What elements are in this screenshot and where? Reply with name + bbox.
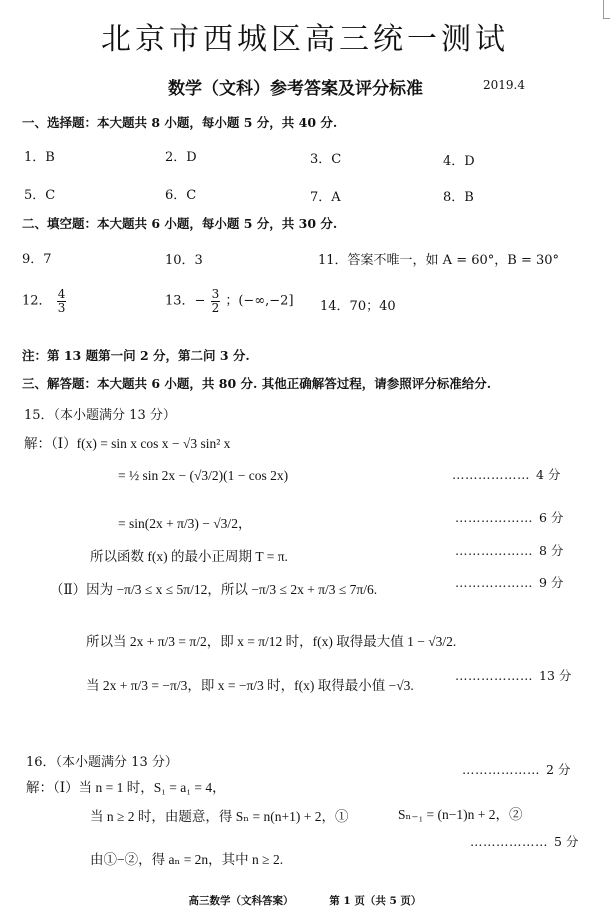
q15-line1: 解：（Ⅰ）f(x) = sin x cos x − √3 sin² x bbox=[24, 436, 231, 451]
q15-line4: 所以函数 f(x) 的最小正周期 T = π. bbox=[90, 549, 288, 564]
section2-note: 注：第 13 题第一问 2 分，第二问 3 分. bbox=[22, 348, 250, 363]
answer-12 bbox=[22, 288, 67, 314]
points-value: 8 分 bbox=[539, 543, 564, 558]
answer-10: 10．3 bbox=[165, 253, 203, 268]
answer-11: 11．答案不唯一，如 A = 60°，B = 30° bbox=[318, 253, 560, 268]
q15-line2: = ½ sin 2x − (√3/2)(1 − cos 2x) bbox=[118, 468, 289, 483]
footer-page-number: 第 1 页（共 5 页） bbox=[329, 895, 422, 907]
numerator: 3 bbox=[211, 287, 220, 301]
q15-line6: 所以当 2x + π/3 = π/2，即 x = π/12 时，f(x) 取得最大值 1 − √3/2. bbox=[86, 634, 457, 649]
points-marker bbox=[470, 832, 578, 850]
page-title: 北京市西城区高三统一测试 bbox=[101, 22, 509, 57]
answer-4: 4．D bbox=[443, 154, 475, 169]
answer-5: 5．C bbox=[24, 188, 56, 203]
answer-7: 7．A bbox=[310, 190, 341, 205]
q15-line3: = sin(2x + π/3) − √3/2， bbox=[118, 516, 252, 531]
points-value: 6 分 bbox=[539, 510, 564, 525]
points-marker bbox=[462, 760, 570, 778]
points-value: 13 分 bbox=[539, 668, 572, 683]
q15-line5: （Ⅱ）因为 −π/3 ≤ x ≤ 5π/12，所以 −π/3 ≤ 2x + π/3 ≤ 7π/6. bbox=[50, 582, 378, 597]
points-marker bbox=[455, 666, 571, 684]
section2-heading: 二、填空题：本大题共 6 小题，每小题 5 分，共 30 分. bbox=[22, 216, 338, 231]
answer-12-label: 12． bbox=[22, 293, 52, 309]
leader-dots: ……………… bbox=[455, 543, 533, 558]
page-subtitle: 数学（文科）参考答案及评分标准 bbox=[168, 79, 423, 99]
points-marker bbox=[455, 541, 563, 559]
answer-9: 9．7 bbox=[22, 252, 52, 267]
q16-line3: 由①−②，得 aₙ = 2n，其中 n ≥ 2. bbox=[90, 852, 284, 867]
answer-2: 2．D bbox=[165, 150, 197, 165]
answer-8: 8．B bbox=[443, 190, 474, 205]
q15-line7: 当 2x + π/3 = −π/3，即 x = −π/3 时，f(x) 取得最小值 −√3. bbox=[86, 678, 414, 693]
q16-line1: 解：（Ⅰ）当 n = 1 时，S₁ = a₁ = 4， bbox=[26, 780, 226, 795]
answer-13-label: 13．− bbox=[165, 293, 206, 309]
points-value: 4 分 bbox=[536, 467, 561, 482]
leader-dots: ……………… bbox=[455, 668, 533, 683]
points-value: 2 分 bbox=[546, 762, 571, 777]
leader-dots: ……………… bbox=[455, 575, 533, 590]
leader-dots: ……………… bbox=[452, 467, 530, 482]
points-marker bbox=[455, 573, 563, 591]
points-value: 5 分 bbox=[554, 834, 579, 849]
answer-1: 1．B bbox=[24, 150, 55, 165]
leader-dots: ……………… bbox=[462, 762, 540, 777]
answer-13-rest: ；(−∞,−2] bbox=[225, 293, 294, 309]
answer-6: 6．C bbox=[165, 188, 197, 203]
points-value: 9 分 bbox=[539, 575, 564, 590]
page-footer bbox=[0, 893, 610, 908]
denominator: 3 bbox=[57, 300, 66, 315]
section3-heading: 三、解答题：本大题共 6 小题，共 80 分. 其他正确解答过程，请参照评分标准给分. bbox=[22, 376, 492, 391]
answer-3: 3．C bbox=[310, 152, 342, 167]
footer-doc-name: 高三数学（文科答案） bbox=[188, 895, 294, 907]
q16-heading: 16．（本小题满分 13 分） bbox=[26, 755, 178, 770]
fraction bbox=[57, 288, 67, 314]
exam-date: 2019.4 bbox=[483, 78, 525, 92]
q15-heading: 15．（本小题满分 13 分） bbox=[24, 408, 176, 423]
q16-line2b: Sₙ₋₁ = (n−1)n + 2，② bbox=[398, 807, 523, 822]
points-marker bbox=[452, 465, 560, 483]
leader-dots: ……………… bbox=[455, 510, 533, 525]
numerator: 4 bbox=[57, 287, 66, 301]
denominator: 2 bbox=[211, 300, 220, 315]
answer-13 bbox=[165, 288, 294, 314]
answer-14: 14．70；40 bbox=[320, 299, 396, 314]
fraction bbox=[211, 288, 221, 314]
q16-line2: 当 n ≥ 2 时，由题意，得 Sₙ = n(n+1) + 2，① bbox=[90, 809, 349, 824]
leader-dots: ……………… bbox=[470, 834, 548, 849]
section1-heading: 一、选择题：本大题共 8 小题，每小题 5 分，共 40 分. bbox=[22, 115, 338, 130]
points-marker bbox=[455, 508, 563, 526]
